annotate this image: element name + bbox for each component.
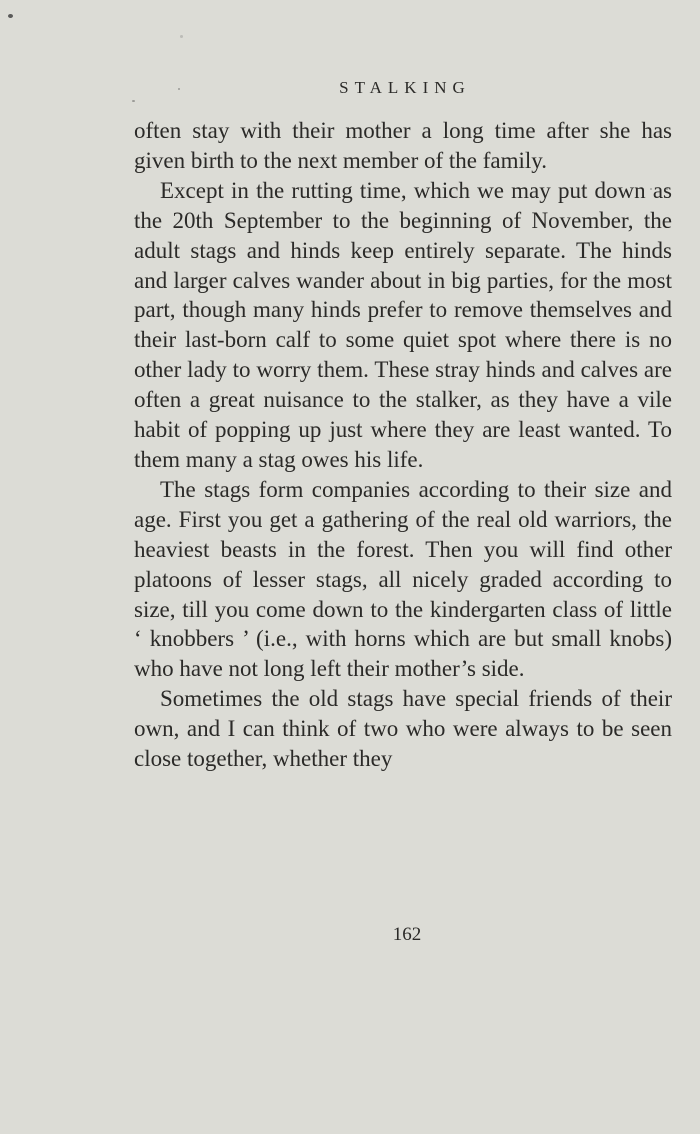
scan-speck <box>132 100 135 102</box>
paragraph-continued: often stay with their mother a long time after she has given birth to the next member of the family. <box>134 118 672 173</box>
scan-speck <box>8 14 13 18</box>
scan-speck <box>180 35 183 38</box>
paragraph: Sometimes the old stags have special friends of their own, and I can think of two who were always to be seen close together, whether they <box>134 686 672 772</box>
page-number: 162 <box>392 924 422 945</box>
page-body <box>134 116 672 774</box>
paragraph: Except in the rutting time, which we may put down as the 20th September to the beginning of November, the adult stags and hinds keep entirely separate. The hinds and larger calves wander about in big parties, for the most part, though many hinds prefer to remove themselves and their last-born calf to some quiet spot where there is no other lady to worry them. These stray hinds and calves are often a great nuisance to the stalker, as they have a vile habit of popping up just where they are least wanted. To them many a stag owes his life. <box>134 177 672 472</box>
paragraph: The stags form companies according to their size and age. First you get a gathering of the real old warriors, the heaviest beasts in the forest. Then you will find other platoons of lesser stags, all nicely graded according to size, till you come down to the kindergarten class of little ‘ knobbers ’ (i.e., with horns which are but small knobs) who have not long left their mother’s side. <box>134 476 672 682</box>
running-header: STALKING <box>339 78 471 97</box>
